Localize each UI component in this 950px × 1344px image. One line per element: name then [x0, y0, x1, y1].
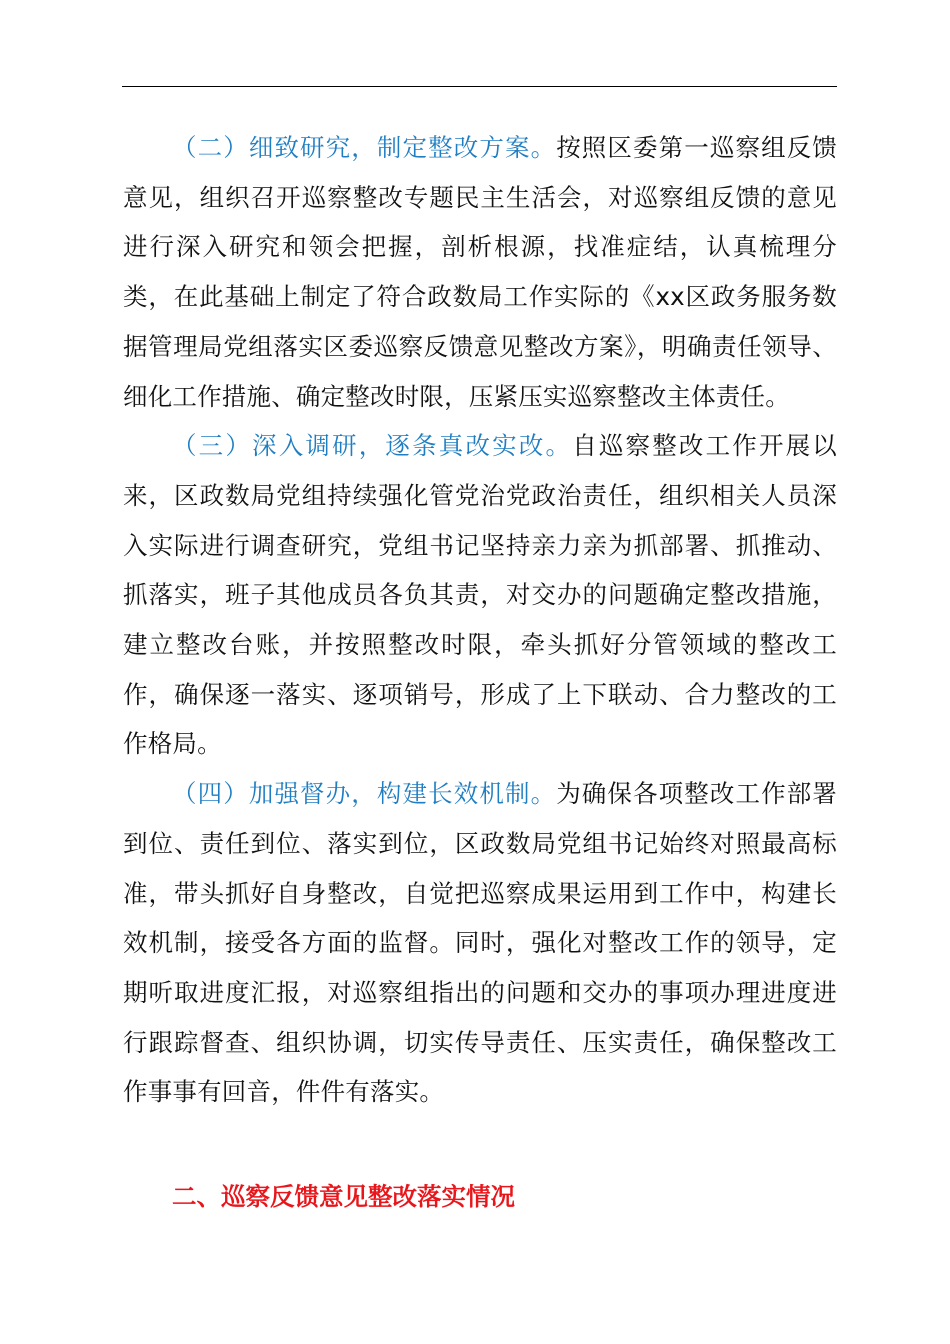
paragraph-lead: （三）深入调研，逐条真改实改。	[172, 431, 573, 461]
paragraph-body: 自巡察整改工作开展以来，区政数局党组持续强化管党治党政治责任，组织相关人员深入实际进行调查研究，党组书记坚持亲力亲为抓部署、抓推动、抓落实，班子其他成员各负其责，对交办的问题确定整改措施，建立整改台账，并按照整改时限，牵头抓好分管领域的整改工作，确保逐一落实、逐项销号，形成了上下联动、合力整改的工作格局。	[123, 431, 837, 759]
paragraph-lead: （二）细致研究，制定整改方案。	[172, 133, 557, 162]
paragraph-body: 为确保各项整改工作部署到位、责任到位、落实到位，区政数局党组书记始终对照最高标准，带头抓好自身整改，自觉把巡察成果运用到工作中，构建长效机制，接受各方面的监督。同时，强化对整改工作的领导，定期听取进度汇报，对巡察组指出的问题和交办的事项办理进度进行跟踪督查、组织协调，切实传导责任、压实责任，确保整改工作事事有回音，件件有落实。	[123, 779, 838, 1107]
document-body	[123, 123, 837, 1117]
section-heading: 二、巡察反馈意见整改落实情况	[172, 1182, 515, 1211]
paragraph-lead: （四）加强督办，构建长效机制。	[172, 779, 557, 809]
paragraph-two	[123, 123, 837, 421]
header-rule	[122, 86, 837, 87]
paragraph-four	[123, 769, 837, 1117]
paragraph-body: 按照区委第一巡察组反馈意见，组织召开巡察整改专题民主生活会，对巡察组反馈的意见进行深入研究和领会把握，剖析根源，找准症结，认真梳理分类，在此基础上制定了符合政数局工作实际的《xx区政务服务数据管理局党组落实区委巡察反馈意见整改方案》，明确责任领导、细化工作措施、确定整改时限，压紧压实巡察整改主体责任。	[123, 133, 838, 411]
paragraph-three	[123, 421, 837, 769]
